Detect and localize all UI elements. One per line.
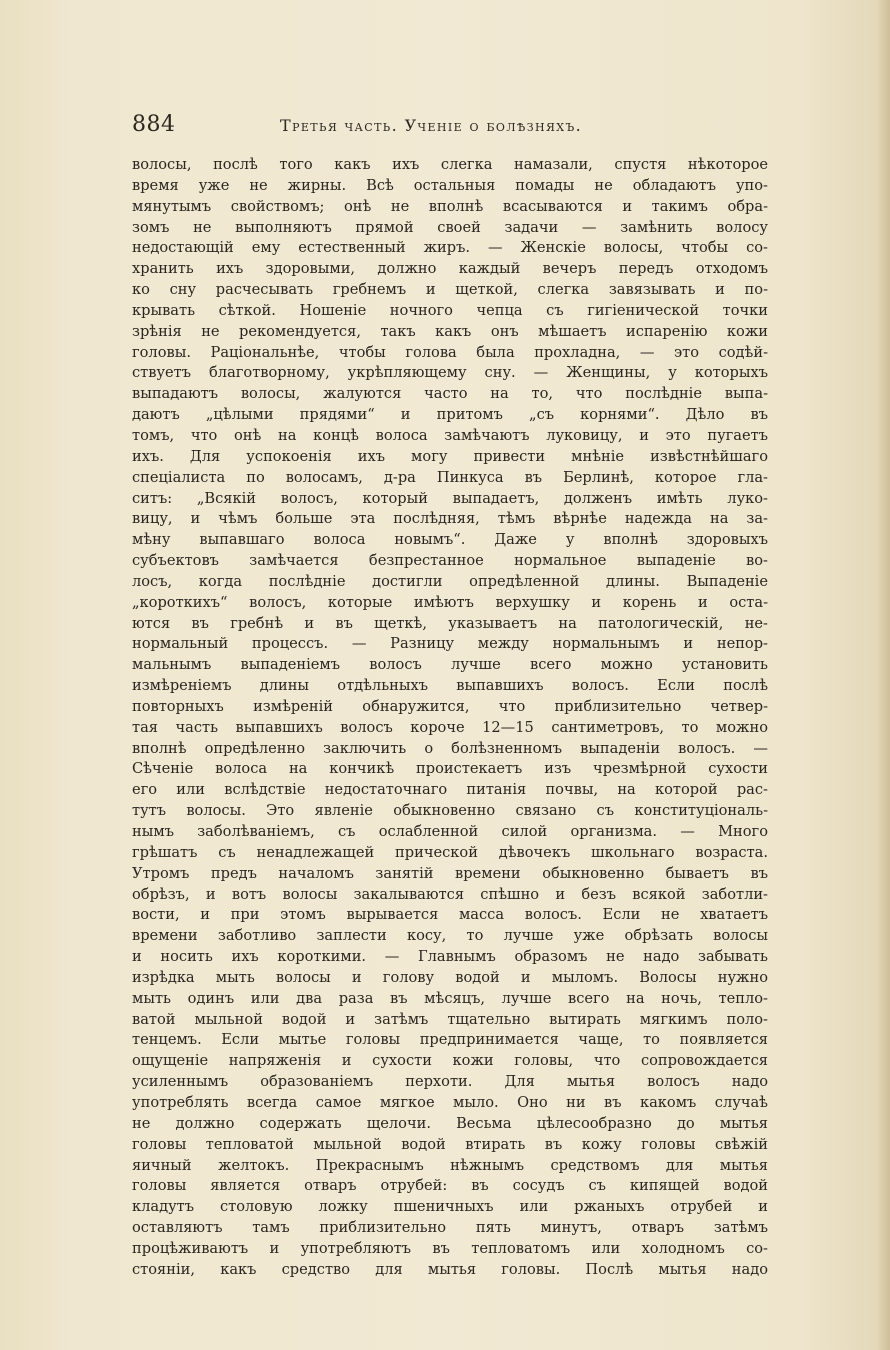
text-line: нормальный процессъ. — Разницу между нормальнымъ и непор-: [132, 635, 768, 653]
text-line: нымъ заболѣваніемъ, съ ослабленной силой организма. — Много: [132, 823, 768, 840]
text-line: волосы, послѣ того какъ ихъ слегка намазали, спустя нѣкоторое: [132, 156, 768, 173]
text-line: „короткихъ“ волосъ, которые имѣютъ верхушку и корень и оста-: [132, 593, 768, 611]
text-line: тенцемъ. Если мытье головы предпринимается чаще, то появляется: [132, 1031, 768, 1049]
text-line: его или вслѣдствіе недостаточнаго питанія почвы, на которой рас-: [132, 781, 768, 799]
text-line: мыть одинъ или два раза въ мѣсяцъ, лучше всего на ночь, тепло-: [132, 989, 768, 1007]
text-line: лосъ, когда послѣдніе достигли опредѣленной длины. Выпаденіе: [132, 572, 768, 590]
text-line: спеціалиста по волосамъ, д-ра Пинкуса въ Берлинѣ, которое гла-: [132, 468, 768, 486]
text-line: ватой мыльной водой и затѣмъ тщательно вытирать мягкимъ поло-: [132, 1010, 768, 1028]
text-line: субъектовъ замѣчается безпрестанное нормальное выпаденіе во-: [132, 552, 768, 570]
text-line: выпадаютъ волосы, жалуются часто на то, что послѣдніе выпа-: [132, 385, 768, 403]
text-line: Утромъ предъ началомъ занятій времени обыкновенно бываетъ въ: [132, 864, 768, 882]
text-line: ихъ. Для успокоенія ихъ могу привести мнѣніе извѣстнѣйшаго: [132, 447, 768, 465]
text-line: оставляютъ тамъ приблизительно пять минутъ, отваръ затѣмъ: [132, 1219, 768, 1237]
text-line: тая часть выпавшихъ волосъ короче 12—15 сантиметровъ, то можно: [132, 718, 768, 736]
page-number: 884: [132, 112, 176, 137]
text-line: усиленнымъ образованіемъ перхоти. Для мытья волосъ надо: [132, 1073, 768, 1091]
text-line: ситъ: „Всякій волосъ, который выпадаетъ, долженъ имѣть луко-: [132, 489, 768, 507]
text-line: повторныхъ измѣреній обнаружится, что приблизительно четвер-: [132, 697, 768, 715]
text-line: ются въ гребнѣ и въ щеткѣ, указываетъ на патологическій, не-: [132, 614, 768, 632]
text-line: не должно содержать щелочи. Весьма цѣлесообразно до мытья: [132, 1114, 768, 1132]
page-edge-shadow: [876, 0, 890, 1350]
text-line: мальнымъ выпаденіемъ волосъ лучше всего можно установить: [132, 656, 768, 674]
text-line: вицу, и чѣмъ больше эта послѣдняя, тѣмъ вѣрнѣе надежда на за-: [132, 510, 768, 528]
text-line: крывать сѣткой. Ношеніе ночного чепца съ гигіенической точки: [132, 301, 768, 319]
page-header: [132, 112, 772, 142]
text-line: кладутъ столовую ложку пшеничныхъ или ржаныхъ отрубей и: [132, 1198, 768, 1216]
text-line: томъ, что онѣ на концѣ волоса замѣчаютъ луковицу, и это пугаетъ: [132, 426, 768, 444]
text-line: грѣшатъ съ ненадлежащей прической дѣвочекъ школьнаго возраста.: [132, 843, 768, 861]
text-line: обрѣзъ, и вотъ волосы закалываются спѣшно и безъ всякой заботли-: [132, 885, 768, 903]
text-line: недостающій ему естественный жиръ. — Женскіе волосы, чтобы со-: [132, 239, 768, 257]
text-line: мѣну выпавшаго волоса новымъ“. Даже у вполнѣ здоровыхъ: [132, 531, 768, 549]
text-line: тутъ волосы. Это явленіе обыкновенно связано съ конституціональ-: [132, 802, 768, 820]
body-text: [132, 155, 768, 1281]
text-line: головы. Раціональнѣе, чтобы голова была прохладна, — это содѣй-: [132, 343, 768, 361]
text-line: процѣживаютъ и употребляютъ въ тепловатомъ или холодномъ со-: [132, 1239, 768, 1257]
text-line: зомъ не выполняютъ прямой своей задачи — замѣнить волосу: [132, 218, 768, 236]
text-line: измѣреніемъ длины отдѣльныхъ выпавшихъ волосъ. Если послѣ: [132, 677, 768, 695]
text-line: ощущеніе напряженія и сухости кожи головы, что сопровождается: [132, 1052, 768, 1070]
text-line: мянутымъ свойствомъ; онѣ не вполнѣ всасываются и такимъ обра-: [132, 197, 768, 215]
text-line: даютъ „цѣлыми прядями“ и притомъ „съ корнями“. Дѣло въ: [132, 406, 768, 424]
text-line: яичный желтокъ. Прекраснымъ нѣжнымъ средствомъ для мытья: [132, 1156, 768, 1174]
text-line: хранить ихъ здоровыми, должно каждый вечеръ передъ отходомъ: [132, 260, 768, 278]
text-line: головы является отваръ отрубей: въ сосудъ съ кипящей водой: [132, 1177, 768, 1195]
text-line: и носить ихъ короткими. — Главнымъ образомъ не надо забывать: [132, 948, 768, 966]
text-line: употреблять всегда самое мягкое мыло. Оно ни въ какомъ случаѣ: [132, 1093, 768, 1111]
text-line: вости, и при этомъ вырывается масса волосъ. Если не хватаетъ: [132, 906, 768, 924]
running-head: Третья часть. Ученіе о болѣзняхъ.: [280, 116, 583, 135]
text-line: вполнѣ опредѣленно заключить о болѣзненномъ выпаденіи волосъ. —: [132, 739, 768, 757]
text-line: времени заботливо заплести косу, то лучше уже обрѣзать волосы: [132, 927, 768, 945]
text-line: головы тепловатой мыльной водой втирать въ кожу головы свѣжій: [132, 1135, 768, 1153]
text-line: ствуетъ благотворному, укрѣпляющему сну. — Женщины, у которыхъ: [132, 364, 768, 382]
text-line: ко сну расчесывать гребнемъ и щеткой, слегка завязывать и по-: [132, 281, 768, 299]
text-line: время уже не жирны. Всѣ остальныя помады не обладаютъ упо-: [132, 176, 768, 194]
text-line: Сѣченіе волоса на кончикѣ проистекаетъ изъ чрезмѣрной сухости: [132, 760, 768, 778]
text-line: зрѣнія не рекомендуется, такъ какъ онъ мѣшаетъ испаренію кожи: [132, 322, 768, 340]
text-line: стояніи, какъ средство для мытья головы. Послѣ мытья надо: [132, 1260, 768, 1278]
text-line: изрѣдка мыть волосы и голову водой и мыломъ. Волосы нужно: [132, 968, 768, 986]
